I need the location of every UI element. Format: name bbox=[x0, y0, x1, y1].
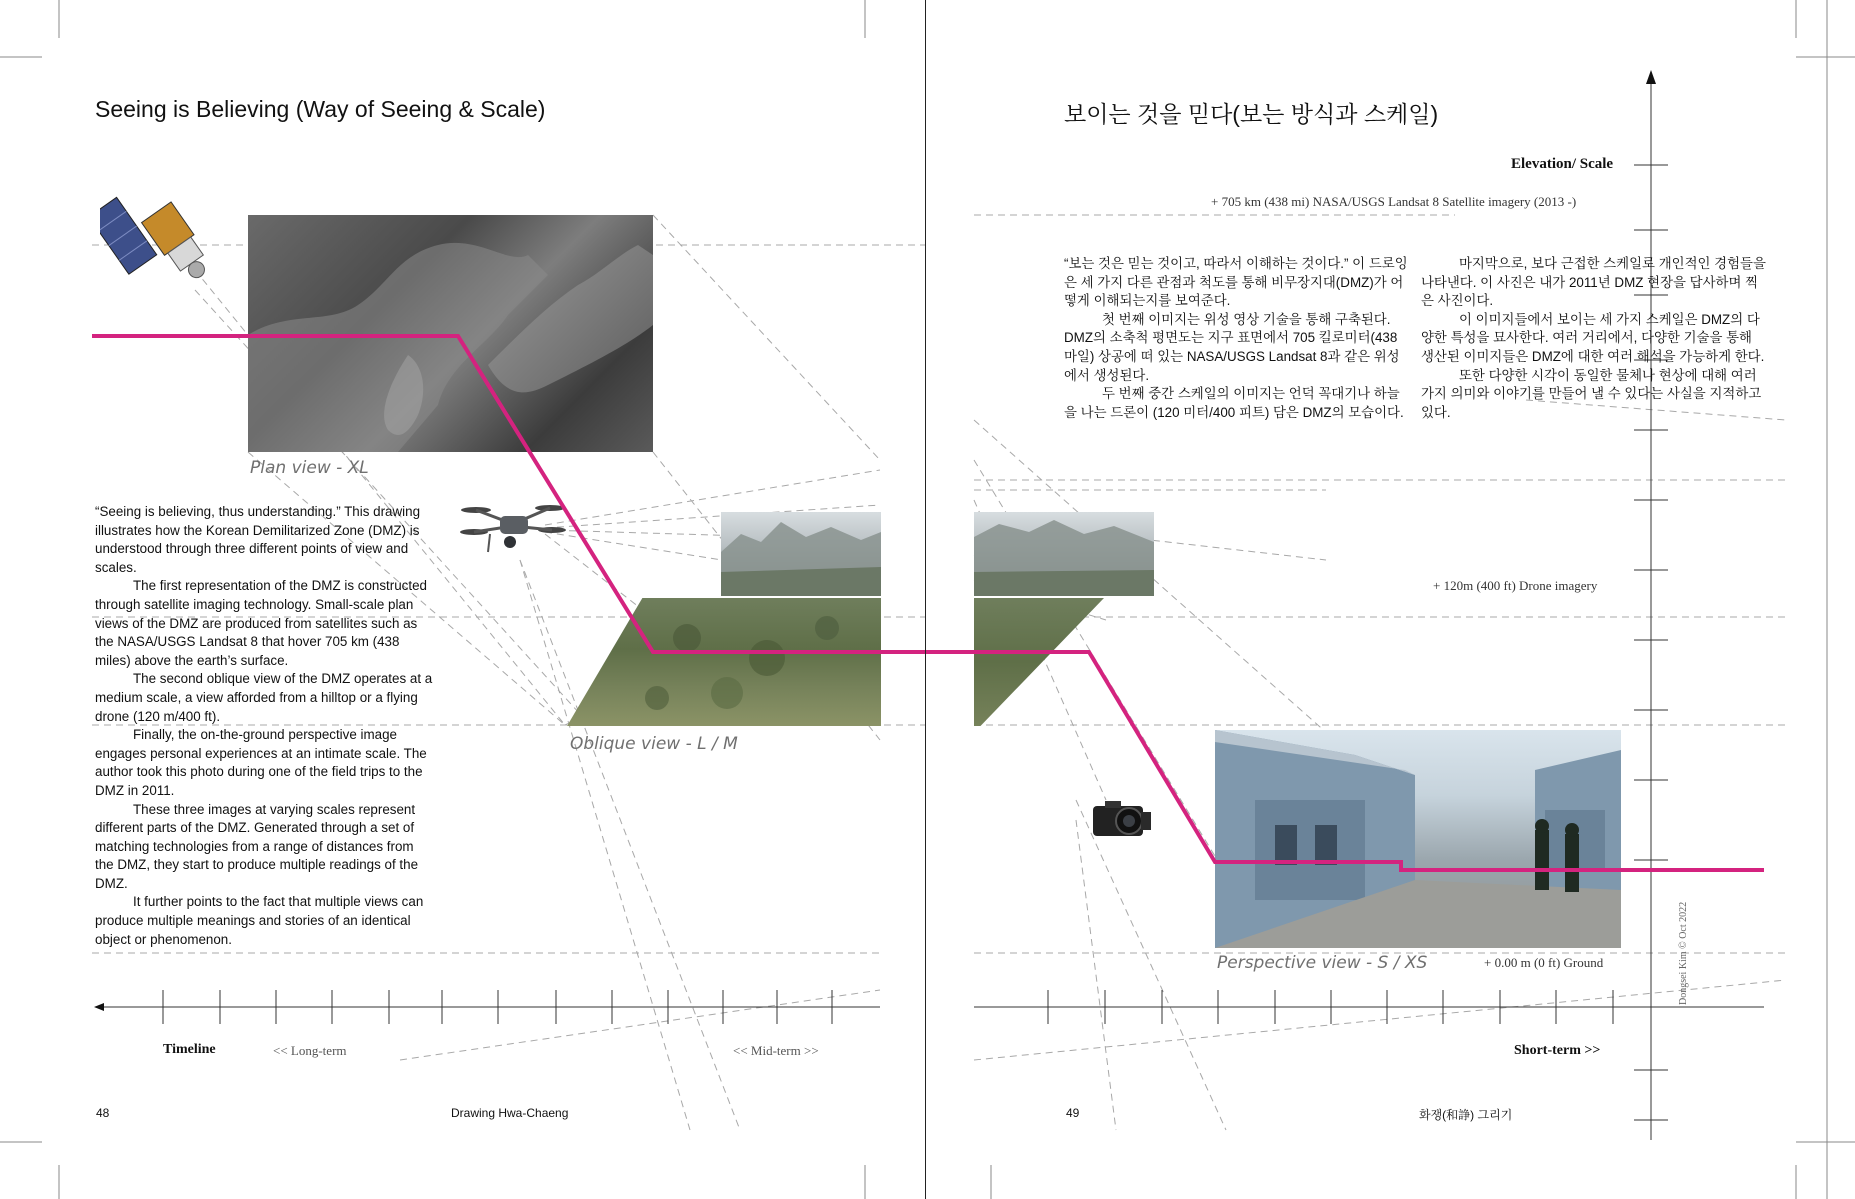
right-paragraph: 첫 번째 이미지는 위성 영상 기술을 통해 구축된다. DMZ의 소축척 평면도는 지구 표면에서 705 킬로미터(438 마일) 상공에 떠 있는 NASA/USGS Landsat 8과 같은 위성에서 생성된다. bbox=[1064, 311, 1400, 383]
mid-term-label: << Mid-term >> bbox=[733, 1043, 819, 1058]
elevation-scale-label: Elevation/ Scale bbox=[1511, 156, 1614, 172]
satellite-elevation-label: + 705 km (438 mi) NASA/USGS Landsat 8 Satellite imagery (2013 -) bbox=[1211, 194, 1577, 209]
left-body-text bbox=[95, 503, 435, 949]
drone-elevation-label: + 120m (400 ft) Drone imagery bbox=[1433, 578, 1598, 593]
timeline-label: Timeline bbox=[163, 1042, 216, 1057]
page-number: 49 bbox=[1066, 1106, 1080, 1120]
right-page bbox=[926, 0, 1855, 1199]
right-paragraph: 두 번째 중간 스케일의 이미지는 언덕 꼭대기나 하늘을 나는 드론이 (120 미터/400 피트) 담은 DMZ의 모습이다. bbox=[1064, 386, 1404, 420]
long-term-label: << Long-term bbox=[273, 1043, 347, 1058]
oblique-view-label: Oblique view - L / M bbox=[570, 734, 738, 754]
page-title: Seeing is Believing (Way of Seeing & Scale) bbox=[95, 96, 546, 122]
author-credit: Dongsei Kim © Oct 2022 bbox=[1678, 901, 1689, 1005]
right-paragraph: 또한 다양한 시각이 동일한 물체나 현상에 대해 여러 가지 의미와 이야기를 만들어 낼 수 있다는 사실을 지적하고 있다. bbox=[1421, 367, 1762, 420]
right-paragraph: 마지막으로, 보다 근접한 스케일로 개인적인 경험들을 나타낸다. 이 사진은 내가 2011년 DMZ 현장을 답사하며 찍은 사진이다. bbox=[1421, 256, 1766, 309]
perspective-view-label: Perspective view - S / XS bbox=[1217, 953, 1428, 973]
right-paragraph: 이 이미지들에서 보이는 세 가지 스케일은 DMZ의 다양한 특성을 묘사한다. 여러 거리에서, 다양한 기술을 통해 생산된 이미지들은 DMZ에 대한 여러 해석을 가능하게 한다. bbox=[1421, 311, 1765, 364]
left-page bbox=[0, 0, 925, 1199]
plan-view-label: Plan view - XL bbox=[250, 458, 369, 478]
running-footer: 화쟁(和諍) 그리기 bbox=[1419, 1108, 1513, 1122]
page-title-korean: 보이는 것을 믿다(보는 방식과 스케일) bbox=[1064, 101, 1439, 127]
right-paragraph: “보는 것은 믿는 것이고, 따라서 이해하는 것이다.” 이 드로잉은 세 가지 다른 관점과 척도를 통해 비무장지대(DMZ)가 어떻게 이해되는지를 보여준다. bbox=[1064, 256, 1408, 309]
left-paragraph: Finally, the on-the-ground perspective image engages personal experiences at an intimate scale. The author took this photo during one of the field trips to the DMZ in 2011. bbox=[95, 727, 427, 798]
running-footer: Drawing Hwa-Chaeng bbox=[451, 1106, 569, 1120]
left-paragraph: The first representation of the DMZ is constructed through satellite imaging technology. Small-scale plan views of the DMZ are produced from satellites such as the NASA/USGS Landsat 8 that hover 705 km (438 miles) above the earth’s surface. bbox=[95, 578, 427, 668]
left-paragraph: It further points to the fact that multiple views can produce multiple meanings and stories of an identical object or phenomenon. bbox=[95, 894, 424, 947]
short-term-label: Short-term >> bbox=[1514, 1043, 1601, 1058]
left-paragraph: These three images at varying scales represent different parts of the DMZ. Generated through a set of matching technologies from a range of distances from the DMZ, they start to produce multiple readings of the DMZ. bbox=[95, 801, 419, 891]
page-number: 48 bbox=[96, 1106, 110, 1120]
left-paragraph: “Seeing is believing, thus understanding.” This drawing illustrates how the Korean Demilitarized Zone (DMZ) is understood through three different points of view and scales. bbox=[95, 504, 421, 575]
left-paragraph: The second oblique view of the DMZ operates at a medium scale, a view afforded from a hilltop or a flying drone (120 m/400 ft). bbox=[95, 671, 433, 724]
magenta-scale-line-right bbox=[926, 0, 1855, 1199]
ground-elevation-label: + 0.00 m (0 ft) Ground bbox=[1484, 955, 1604, 970]
